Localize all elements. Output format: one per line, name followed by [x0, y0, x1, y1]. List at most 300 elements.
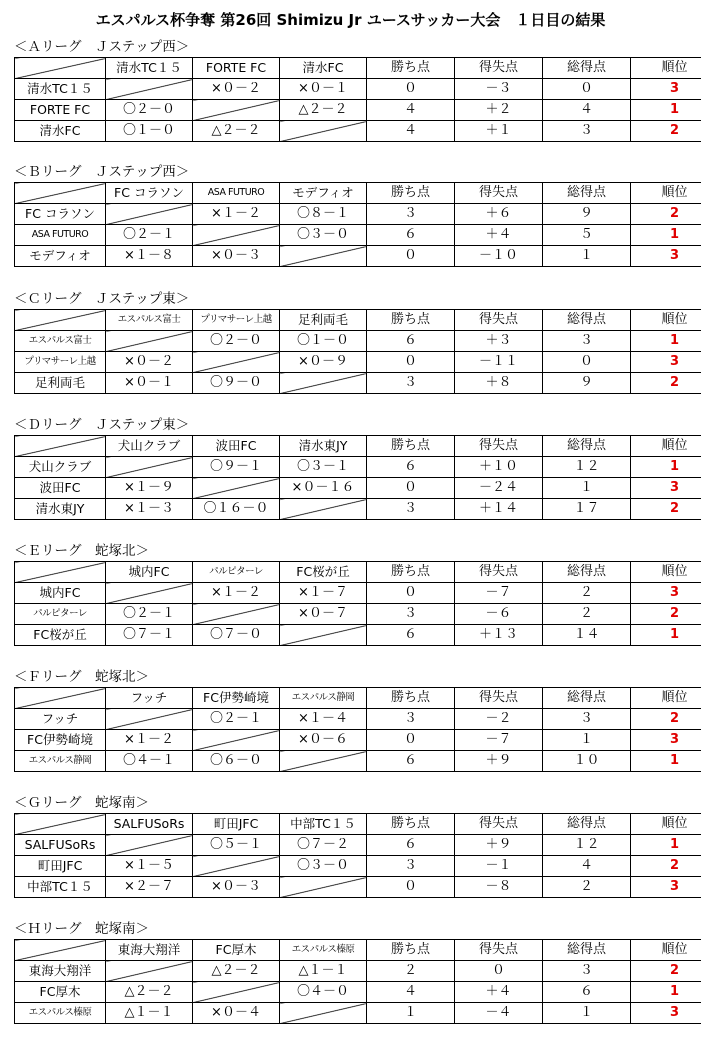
points-cell: １	[367, 1003, 455, 1024]
stat-header: 総得点	[543, 436, 631, 457]
rank-cell: 1	[631, 982, 701, 1003]
table-row	[15, 583, 701, 604]
table-row	[15, 79, 701, 100]
match-result: ×０－９	[280, 352, 367, 373]
self-match-cell	[106, 457, 193, 478]
column-team-header: モデフィオ	[280, 183, 367, 204]
corner-cell	[15, 58, 106, 79]
column-team-header: 清水TC１５	[106, 58, 193, 79]
points-cell: ４	[367, 100, 455, 121]
row-team-name: モデフィオ	[15, 246, 106, 267]
stat-header: 総得点	[543, 562, 631, 583]
column-team-header: FC伊勢崎境	[193, 688, 280, 709]
points-cell: ０	[367, 246, 455, 267]
row-team-name: 波田FC	[15, 478, 106, 499]
match-result: 〇２－１	[193, 709, 280, 730]
column-team-header: 町田JFC	[193, 814, 280, 835]
match-result: 〇７－０	[193, 625, 280, 646]
goal-diff-cell: －２４	[455, 478, 543, 499]
header-row	[15, 183, 701, 204]
header-row	[15, 814, 701, 835]
stat-header: 総得点	[543, 940, 631, 961]
stat-header: 総得点	[543, 688, 631, 709]
page-title: エスパルス杯争奪 第26回 Shimizu Jr ユースサッカー大会 １日目の結果	[95, 11, 606, 29]
rank-cell: 2	[631, 856, 701, 877]
match-result: 〇９－０	[193, 373, 280, 394]
rank-cell: 1	[631, 625, 701, 646]
row-team-name: 中部TC１５	[15, 877, 106, 898]
self-match-cell	[106, 204, 193, 225]
points-cell: ６	[367, 835, 455, 856]
league-h	[14, 920, 689, 1024]
league-e	[14, 542, 689, 646]
stat-header: 総得点	[543, 183, 631, 204]
match-result: 〇２－１	[106, 604, 193, 625]
league-table	[14, 939, 701, 1024]
points-cell: ０	[367, 79, 455, 100]
rank-cell: 3	[631, 352, 701, 373]
goal-diff-cell: －３	[455, 79, 543, 100]
table-row	[15, 478, 701, 499]
stat-header: 勝ち点	[367, 310, 455, 331]
match-result: 〇２－１	[106, 225, 193, 246]
header-row	[15, 436, 701, 457]
rank-cell: 2	[631, 709, 701, 730]
match-result: ×１－２	[193, 204, 280, 225]
league-label: ＜Ｃリーグ Ｊステップ東＞	[14, 291, 190, 307]
points-cell: ３	[367, 499, 455, 520]
rank-cell: 2	[631, 373, 701, 394]
self-match-cell	[193, 982, 280, 1003]
points-cell: ６	[367, 225, 455, 246]
table-row	[15, 121, 701, 142]
goal-diff-cell: ＋１３	[455, 625, 543, 646]
corner-cell	[15, 183, 106, 204]
rank-cell: 1	[631, 457, 701, 478]
table-row	[15, 730, 701, 751]
rank-cell: 2	[631, 204, 701, 225]
total-goals-cell: １４	[543, 625, 631, 646]
table-row	[15, 835, 701, 856]
total-goals-cell: １２	[543, 457, 631, 478]
match-result: △２－２	[106, 982, 193, 1003]
goal-diff-cell: －１１	[455, 352, 543, 373]
points-cell: ０	[367, 478, 455, 499]
total-goals-cell: １	[543, 478, 631, 499]
match-result: ×１－２	[193, 583, 280, 604]
table-row	[15, 982, 701, 1003]
self-match-cell	[193, 730, 280, 751]
rank-cell: 3	[631, 79, 701, 100]
column-team-header: ASA FUTURO	[193, 183, 280, 204]
self-match-cell	[280, 1003, 367, 1024]
stat-header: 得失点	[455, 310, 543, 331]
goal-diff-cell: －７	[455, 730, 543, 751]
rank-cell: 1	[631, 835, 701, 856]
total-goals-cell: ２	[543, 583, 631, 604]
total-goals-cell: ４	[543, 856, 631, 877]
goal-diff-cell: ＋９	[455, 835, 543, 856]
goal-diff-cell: ＋６	[455, 204, 543, 225]
column-team-header: 城内FC	[106, 562, 193, 583]
rank-cell: 3	[631, 246, 701, 267]
self-match-cell	[280, 877, 367, 898]
table-row	[15, 604, 701, 625]
stat-header: 勝ち点	[367, 940, 455, 961]
stat-header: 順位	[631, 688, 701, 709]
column-team-header: 犬山クラブ	[106, 436, 193, 457]
row-team-name: パルピターレ	[15, 604, 106, 625]
rank-cell: 1	[631, 225, 701, 246]
row-team-name: 清水東JY	[15, 499, 106, 520]
match-result: 〇９－１	[193, 457, 280, 478]
row-team-name: エスパルス富士	[15, 331, 106, 352]
match-result: ×０－１６	[280, 478, 367, 499]
self-match-cell	[280, 499, 367, 520]
league-table	[14, 182, 701, 267]
total-goals-cell: ６	[543, 982, 631, 1003]
table-row	[15, 246, 701, 267]
points-cell: ３	[367, 604, 455, 625]
corner-cell	[15, 814, 106, 835]
stat-header: 順位	[631, 58, 701, 79]
goal-diff-cell: －１０	[455, 246, 543, 267]
corner-cell	[15, 310, 106, 331]
goal-diff-cell: －６	[455, 604, 543, 625]
goal-diff-cell: ０	[455, 961, 543, 982]
stat-header: 得失点	[455, 562, 543, 583]
column-team-header: FC厚木	[193, 940, 280, 961]
match-result: 〇４－０	[280, 982, 367, 1003]
corner-cell	[15, 436, 106, 457]
points-cell: ６	[367, 331, 455, 352]
match-result: ×２－７	[106, 877, 193, 898]
table-row	[15, 100, 701, 121]
match-result: 〇１－０	[280, 331, 367, 352]
match-result: 〇１６－０	[193, 499, 280, 520]
rank-cell: 2	[631, 961, 701, 982]
league-label: ＜Ａリーグ Ｊステップ西＞	[14, 39, 190, 55]
table-row	[15, 331, 701, 352]
match-result: △１－１	[280, 961, 367, 982]
match-result: ×１－４	[280, 709, 367, 730]
rank-cell: 2	[631, 604, 701, 625]
match-result: ×１－２	[106, 730, 193, 751]
points-cell: ０	[367, 730, 455, 751]
match-result: 〇３－０	[280, 856, 367, 877]
rank-cell: 2	[631, 121, 701, 142]
match-result: ×０－３	[193, 877, 280, 898]
table-row	[15, 1003, 701, 1024]
match-result: △２－２	[193, 961, 280, 982]
column-team-header: エスパルス榛原	[280, 940, 367, 961]
league-d	[14, 416, 689, 520]
league-c	[14, 290, 689, 394]
total-goals-cell: １	[543, 730, 631, 751]
match-result: ×１－５	[106, 856, 193, 877]
self-match-cell	[193, 100, 280, 121]
match-result: ×０－６	[280, 730, 367, 751]
self-match-cell	[106, 331, 193, 352]
goal-diff-cell: ＋４	[455, 225, 543, 246]
self-match-cell	[193, 604, 280, 625]
goal-diff-cell: －１	[455, 856, 543, 877]
row-team-name: 城内FC	[15, 583, 106, 604]
column-team-header: 清水東JY	[280, 436, 367, 457]
row-team-name: FC コラソン	[15, 204, 106, 225]
points-cell: ６	[367, 457, 455, 478]
match-result: 〇７－１	[106, 625, 193, 646]
row-team-name: SALFUSoRs	[15, 835, 106, 856]
league-f	[14, 668, 689, 772]
league-label: ＜Ｇリーグ 蛇塚南＞	[14, 795, 149, 811]
rank-cell: 3	[631, 1003, 701, 1024]
match-result: ×０－７	[280, 604, 367, 625]
match-result: 〇７－２	[280, 835, 367, 856]
column-team-header: エスパルス静岡	[280, 688, 367, 709]
goal-diff-cell: －７	[455, 583, 543, 604]
row-team-name: FC伊勢崎境	[15, 730, 106, 751]
self-match-cell	[106, 79, 193, 100]
total-goals-cell: １７	[543, 499, 631, 520]
column-team-header: フッチ	[106, 688, 193, 709]
row-team-name: 町田JFC	[15, 856, 106, 877]
match-result: 〇２－０	[193, 331, 280, 352]
stat-header: 勝ち点	[367, 58, 455, 79]
match-result: △１－１	[106, 1003, 193, 1024]
goal-diff-cell: ＋８	[455, 373, 543, 394]
stat-header: 得失点	[455, 183, 543, 204]
goal-diff-cell: ＋４	[455, 982, 543, 1003]
match-result: ×０－３	[193, 246, 280, 267]
league-label: ＜Ｅリーグ 蛇塚北＞	[14, 543, 149, 559]
self-match-cell	[193, 352, 280, 373]
column-team-header: SALFUSoRs	[106, 814, 193, 835]
stat-header: 得失点	[455, 814, 543, 835]
total-goals-cell: ９	[543, 373, 631, 394]
total-goals-cell: ９	[543, 204, 631, 225]
match-result: ×０－４	[193, 1003, 280, 1024]
table-row	[15, 457, 701, 478]
column-team-header: 中部TC１５	[280, 814, 367, 835]
league-table	[14, 561, 701, 646]
league-table	[14, 813, 701, 898]
row-team-name: 犬山クラブ	[15, 457, 106, 478]
stat-header: 順位	[631, 183, 701, 204]
stat-header: 順位	[631, 310, 701, 331]
column-team-header: 東海大翔洋	[106, 940, 193, 961]
column-team-header: 足利両毛	[280, 310, 367, 331]
points-cell: ６	[367, 625, 455, 646]
row-team-name: エスパルス榛原	[15, 1003, 106, 1024]
self-match-cell	[280, 373, 367, 394]
rank-cell: 1	[631, 100, 701, 121]
points-cell: ３	[367, 709, 455, 730]
total-goals-cell: ３	[543, 961, 631, 982]
goal-diff-cell: －４	[455, 1003, 543, 1024]
stat-header: 得失点	[455, 436, 543, 457]
stat-header: 順位	[631, 940, 701, 961]
match-result: 〇２－０	[106, 100, 193, 121]
league-label: ＜Ｈリーグ 蛇塚南＞	[14, 921, 149, 937]
column-team-header: 清水FC	[280, 58, 367, 79]
self-match-cell	[280, 121, 367, 142]
total-goals-cell: ２	[543, 604, 631, 625]
goal-diff-cell: ＋１４	[455, 499, 543, 520]
stat-header: 勝ち点	[367, 562, 455, 583]
row-team-name: ASA FUTURO	[15, 225, 106, 246]
goal-diff-cell: ＋３	[455, 331, 543, 352]
match-result: ×１－３	[106, 499, 193, 520]
self-match-cell	[280, 751, 367, 772]
row-team-name: FC桜が丘	[15, 625, 106, 646]
row-team-name: エスパルス静岡	[15, 751, 106, 772]
stat-header: 得失点	[455, 940, 543, 961]
column-team-header: FC桜が丘	[280, 562, 367, 583]
league-label: ＜Ｆリーグ 蛇塚北＞	[14, 669, 149, 685]
match-result: ×０－１	[280, 79, 367, 100]
match-result: ×０－２	[106, 352, 193, 373]
self-match-cell	[106, 835, 193, 856]
total-goals-cell: ２	[543, 877, 631, 898]
match-result: ×１－８	[106, 246, 193, 267]
corner-cell	[15, 940, 106, 961]
league-b	[14, 163, 689, 267]
points-cell: ０	[367, 877, 455, 898]
total-goals-cell: ０	[543, 79, 631, 100]
table-row	[15, 709, 701, 730]
table-row	[15, 499, 701, 520]
stat-header: 順位	[631, 814, 701, 835]
rank-cell: 2	[631, 499, 701, 520]
header-row	[15, 58, 701, 79]
league-table	[14, 57, 701, 142]
league-label: ＜Ｄリーグ Ｊステップ東＞	[14, 417, 190, 433]
total-goals-cell: ３	[543, 121, 631, 142]
stat-header: 総得点	[543, 814, 631, 835]
table-row	[15, 352, 701, 373]
row-team-name: フッチ	[15, 709, 106, 730]
header-row	[15, 688, 701, 709]
match-result: △２－２	[193, 121, 280, 142]
self-match-cell	[106, 709, 193, 730]
column-team-header: プリマサーレ上越	[193, 310, 280, 331]
row-team-name: 清水TC１５	[15, 79, 106, 100]
column-team-header: FORTE FC	[193, 58, 280, 79]
league-table	[14, 687, 701, 772]
column-team-header: FC コラソン	[106, 183, 193, 204]
row-team-name: 東海大翔洋	[15, 961, 106, 982]
total-goals-cell: １	[543, 1003, 631, 1024]
points-cell: ４	[367, 982, 455, 1003]
column-team-header: パルピターレ	[193, 562, 280, 583]
self-match-cell	[193, 856, 280, 877]
corner-cell	[15, 688, 106, 709]
stat-header: 勝ち点	[367, 688, 455, 709]
table-row	[15, 856, 701, 877]
header-row	[15, 562, 701, 583]
corner-cell	[15, 562, 106, 583]
points-cell: ４	[367, 121, 455, 142]
row-team-name: 足利両毛	[15, 373, 106, 394]
match-result: 〇５－１	[193, 835, 280, 856]
rank-cell: 3	[631, 730, 701, 751]
match-result: 〇６－０	[193, 751, 280, 772]
points-cell: ３	[367, 856, 455, 877]
match-result: ×１－９	[106, 478, 193, 499]
league-a	[14, 38, 689, 142]
total-goals-cell: ３	[543, 331, 631, 352]
stat-header: 勝ち点	[367, 436, 455, 457]
table-row	[15, 751, 701, 772]
match-result: 〇３－１	[280, 457, 367, 478]
header-row	[15, 940, 701, 961]
match-result: ×０－１	[106, 373, 193, 394]
points-cell: ３	[367, 373, 455, 394]
total-goals-cell: １	[543, 246, 631, 267]
row-team-name: FORTE FC	[15, 100, 106, 121]
goal-diff-cell: ＋１	[455, 121, 543, 142]
self-match-cell	[280, 625, 367, 646]
goal-diff-cell: －８	[455, 877, 543, 898]
table-row	[15, 877, 701, 898]
league-g	[14, 794, 689, 898]
row-team-name: プリマサーレ上越	[15, 352, 106, 373]
total-goals-cell: １２	[543, 835, 631, 856]
column-team-header: エスパルス富士	[106, 310, 193, 331]
table-row	[15, 225, 701, 246]
stat-header: 総得点	[543, 58, 631, 79]
stat-header: 順位	[631, 562, 701, 583]
header-row	[15, 310, 701, 331]
self-match-cell	[106, 961, 193, 982]
points-cell: ３	[367, 204, 455, 225]
league-table	[14, 435, 701, 520]
goal-diff-cell: ＋１０	[455, 457, 543, 478]
rank-cell: 3	[631, 478, 701, 499]
stat-header: 順位	[631, 436, 701, 457]
stat-header: 得失点	[455, 58, 543, 79]
match-result: 〇４－１	[106, 751, 193, 772]
stat-header: 得失点	[455, 688, 543, 709]
total-goals-cell: ４	[543, 100, 631, 121]
goal-diff-cell: ＋２	[455, 100, 543, 121]
match-result: ×０－２	[193, 79, 280, 100]
table-row	[15, 625, 701, 646]
stat-header: 総得点	[543, 310, 631, 331]
total-goals-cell: ５	[543, 225, 631, 246]
total-goals-cell: １０	[543, 751, 631, 772]
match-result: △２－２	[280, 100, 367, 121]
league-label: ＜Ｂリーグ Ｊステップ西＞	[14, 164, 190, 180]
table-row	[15, 373, 701, 394]
stat-header: 勝ち点	[367, 814, 455, 835]
match-result: ×１－７	[280, 583, 367, 604]
self-match-cell	[193, 225, 280, 246]
goal-diff-cell: ＋９	[455, 751, 543, 772]
rank-cell: 3	[631, 877, 701, 898]
points-cell: ６	[367, 751, 455, 772]
points-cell: ２	[367, 961, 455, 982]
rank-cell: 1	[631, 331, 701, 352]
match-result: 〇３－０	[280, 225, 367, 246]
table-row	[15, 961, 701, 982]
total-goals-cell: ３	[543, 709, 631, 730]
points-cell: ０	[367, 352, 455, 373]
goal-diff-cell: －２	[455, 709, 543, 730]
row-team-name: 清水FC	[15, 121, 106, 142]
league-table	[14, 309, 701, 394]
